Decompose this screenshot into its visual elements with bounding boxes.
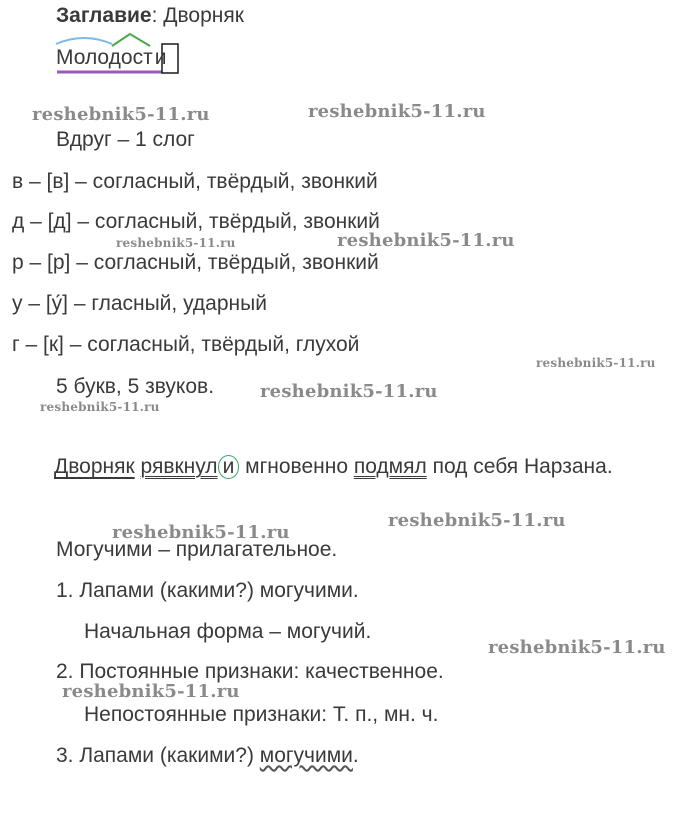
morph-word (56, 46, 166, 70)
adjective-heading: Могучими – прилагательное. (56, 538, 338, 561)
word-ending: и (154, 46, 167, 69)
title-label: Заглавие (56, 4, 152, 27)
adjective-word: могучими (259, 744, 353, 767)
phonetic-row: в – [в] – согласный, твёрдый, звонкий (12, 170, 378, 193)
phonetic-row: у – [у́] – гласный, ударный (12, 292, 267, 315)
phonetic-row: р – [р] – согласный, твёрдый, звонкий (12, 251, 379, 274)
watermark: reshebnik5-11.ru (388, 510, 566, 531)
phonetics-summary: 5 букв, 5 звуков. (56, 375, 215, 398)
root-arc (112, 34, 150, 46)
watermark: reshebnik5-11.ru (260, 381, 438, 402)
sentence-subject: Дворняк (54, 455, 135, 478)
word-stem: Молодост (56, 46, 153, 69)
watermark: reshebnik5-11.ru (536, 356, 656, 370)
adjective-point-2-sub: Непостоянные признаки: Т. п., мн. ч. (84, 703, 439, 726)
title-value: : Дворняк (151, 4, 244, 27)
phonetic-row: д – [д] – согласный, твёрдый, звонкий (12, 210, 380, 233)
watermark: reshebnik5-11.ru (337, 230, 515, 251)
sentence-conjunction: и (218, 455, 240, 479)
adjective-point-1-sub: Начальная форма – могучий. (84, 620, 372, 643)
prefix-arc (56, 38, 112, 44)
adjective-point-3: 3. Лапами (какими?) могучими. (56, 744, 359, 767)
sentence-text: под себя Нарзана. (426, 455, 613, 478)
phonetics-intro: Вдруг – 1 слог (56, 128, 195, 151)
sentence-predicate: рявкнул (140, 455, 218, 478)
watermark: reshebnik5-11.ru (308, 101, 486, 122)
sentence-text: мгновенно (239, 455, 354, 478)
watermark: reshebnik5-11.ru (40, 400, 160, 414)
watermark: reshebnik5-11.ru (112, 522, 290, 543)
adjective-point-2: 2. Постоянные признаки: качественное. (56, 660, 444, 683)
phonetic-row: г – [к] – согласный, твёрдый, глухой (12, 333, 360, 356)
sentence-predicate: подмял (353, 455, 427, 478)
morpheme-marks (0, 0, 694, 90)
watermark: reshebnik5-11.ru (116, 236, 236, 250)
sentence (54, 455, 613, 479)
watermark: reshebnik5-11.ru (32, 104, 210, 125)
watermark: reshebnik5-11.ru (62, 681, 240, 702)
watermark: reshebnik5-11.ru (488, 637, 666, 658)
adjective-point-1: 1. Лапами (какими?) могучими. (56, 579, 359, 602)
